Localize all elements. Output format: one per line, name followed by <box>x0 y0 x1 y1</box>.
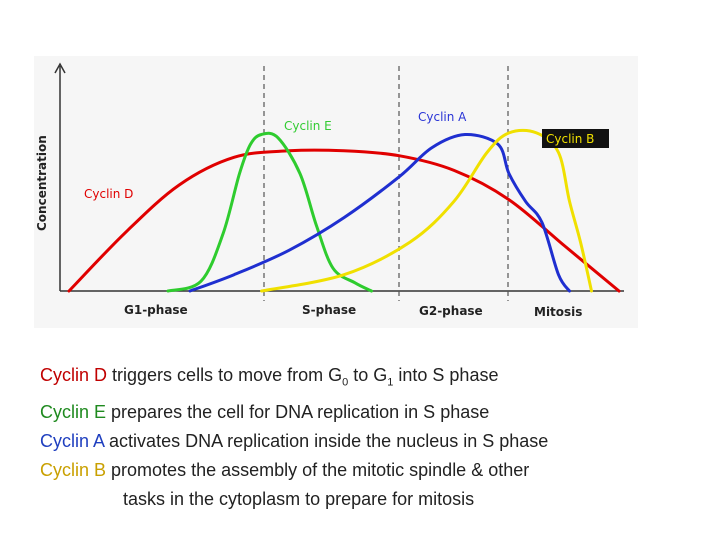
series-line-cyclin-d <box>69 150 619 291</box>
phase-label-s: S-phase <box>302 303 357 317</box>
cyclin-chart <box>34 56 638 328</box>
caption-line-cyclin-a <box>40 427 700 456</box>
phase-label-mitosis: Mitosis <box>534 305 583 319</box>
caption-sub-1: 1 <box>387 376 394 389</box>
caption-text-d-post: into S phase <box>398 365 499 385</box>
series-line-cyclin-e <box>168 133 372 291</box>
caption-line-cyclin-e <box>40 398 700 427</box>
curve-label-cyclin-e: Cyclin E <box>284 119 332 133</box>
caption-text-a: activates DNA replication inside the nucleus in S phase <box>109 430 549 451</box>
caption-line-cyclin-b <box>40 456 700 485</box>
caption-text-b: promotes the assembly of the mitotic spindle & other <box>111 459 530 480</box>
y-axis-label: Concentration <box>35 135 49 231</box>
caption-text-e: prepares the cell for DNA replication in S phase <box>111 401 490 422</box>
chart-svg <box>34 56 638 328</box>
caption-text-d-pre: triggers cells to move from G <box>112 365 343 385</box>
curve-label-cyclin-a: Cyclin A <box>418 110 467 124</box>
caption-line-continuation: tasks in the cytoplasm to prepare for mitosis <box>123 488 475 509</box>
series-line-cyclin-a <box>190 134 570 291</box>
caption <box>40 361 700 514</box>
caption-line-cyclin-d <box>40 361 700 398</box>
caption-cyclin-a: Cyclin A <box>40 430 105 451</box>
caption-sub-0: 0 <box>342 376 349 389</box>
series-group <box>69 130 619 291</box>
phase-label-g1: G1-phase <box>124 303 188 317</box>
caption-cyclin-d: Cyclin D <box>40 365 108 385</box>
curve-label-cyclin-d: Cyclin D <box>84 187 134 201</box>
caption-cyclin-e: Cyclin E <box>40 401 107 422</box>
caption-text-d-mid: to G <box>353 365 388 385</box>
caption-cyclin-b: Cyclin B <box>40 459 107 480</box>
phase-label-g2: G2-phase <box>419 304 483 318</box>
curve-label-cyclin-b: Cyclin B <box>546 132 595 146</box>
